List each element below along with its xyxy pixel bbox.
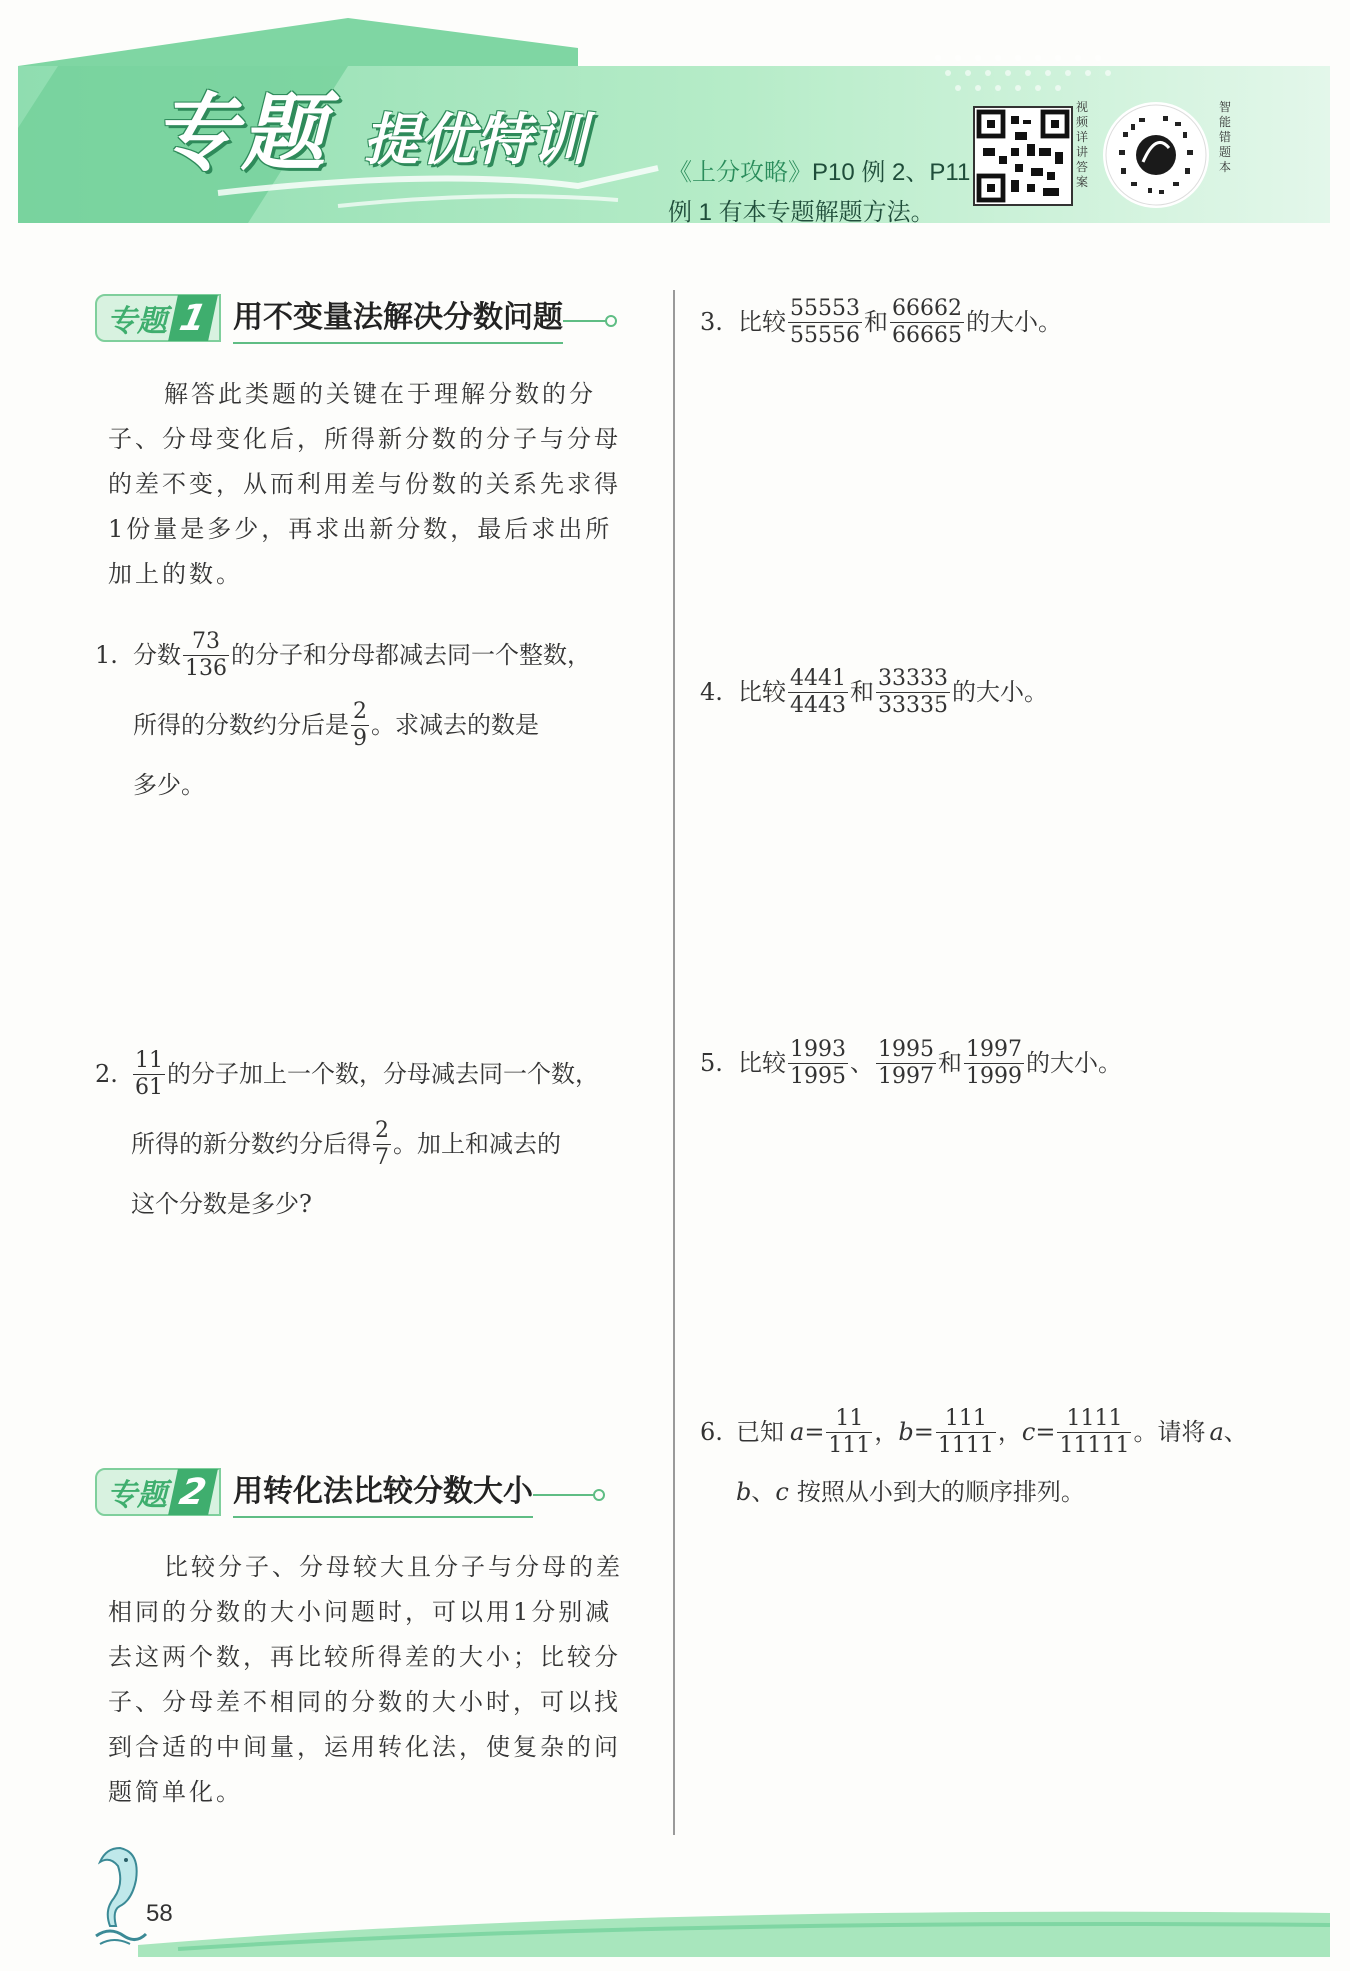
question-4-fraction-2 bbox=[876, 666, 950, 719]
question-5-fraction-2 bbox=[876, 1037, 936, 1090]
variable-b: b bbox=[898, 1418, 914, 1446]
equals-sign: = bbox=[1035, 1418, 1056, 1446]
reference-line2: 例 1 有本专题解题方法。 bbox=[668, 199, 935, 226]
question-5-separator: 、 bbox=[850, 1049, 874, 1077]
dolphin-icon bbox=[90, 1840, 150, 1950]
question-6-number: 6. bbox=[700, 1418, 723, 1446]
fraction-numerator: 2 bbox=[353, 698, 367, 724]
question-2 bbox=[95, 1044, 655, 1224]
question-2-fraction-2 bbox=[373, 1118, 391, 1171]
fraction-denominator: 66665 bbox=[892, 322, 962, 348]
fraction-numerator: 1111 bbox=[1066, 1405, 1123, 1431]
fraction-numerator: 2 bbox=[375, 1117, 389, 1143]
topic-1-intro: 解答此类题的关键在于理解分数的分子、分母变化后，所得新分数的分子与分母的差不变，从而利用差与份数的关系先求得1份量是多少，再求出新分数，最后求出所加上的数。 bbox=[108, 380, 621, 588]
wrong-answer-qr-label: 智能错题本 bbox=[1218, 100, 1231, 174]
question-4-fraction-1 bbox=[788, 666, 848, 719]
variable-a: a bbox=[790, 1418, 805, 1446]
fraction-denominator: 1995 bbox=[790, 1063, 846, 1089]
fraction-numerator: 4441 bbox=[790, 665, 846, 691]
question-5-text-b: 和 bbox=[938, 1049, 962, 1077]
question-6-fraction-c bbox=[1057, 1406, 1131, 1459]
reference-note bbox=[668, 153, 998, 233]
question-3-fraction-1 bbox=[788, 296, 862, 349]
comma: ， bbox=[997, 1418, 1022, 1446]
question-5-number: 5. bbox=[700, 1049, 723, 1077]
question-2-number: 2. bbox=[95, 1060, 118, 1088]
question-5-fraction-1 bbox=[788, 1037, 848, 1090]
question-1-text-d: 。求减去的数是 bbox=[371, 711, 539, 739]
question-6-fraction-a bbox=[826, 1406, 872, 1459]
video-qr-code-icon[interactable] bbox=[973, 106, 1073, 206]
fraction-denominator: 7 bbox=[375, 1144, 389, 1170]
question-6-fraction-b bbox=[936, 1406, 996, 1459]
fraction-denominator: 11111 bbox=[1059, 1432, 1130, 1458]
fraction-numerator: 33333 bbox=[878, 665, 948, 691]
banner-subtitle: 提优特训 bbox=[363, 108, 587, 173]
separator: 、 bbox=[1223, 1418, 1248, 1446]
topic-1-header bbox=[95, 292, 607, 344]
topic-1-title: 用不变量法解决分数问题 bbox=[233, 292, 563, 344]
question-6-text-a: 已知 bbox=[736, 1418, 784, 1446]
fraction-denominator: 33335 bbox=[878, 692, 948, 718]
fraction-numerator: 66662 bbox=[892, 295, 962, 321]
question-1-fraction-2 bbox=[351, 699, 369, 752]
question-1-text-e: 多少。 bbox=[133, 771, 205, 799]
fraction-numerator: 11 bbox=[835, 1405, 864, 1431]
topic-2-tail-decoration bbox=[533, 1494, 595, 1496]
variable-c: c bbox=[775, 1478, 789, 1506]
question-3 bbox=[700, 292, 1280, 352]
question-2-text-b: 所得的新分数约分后得 bbox=[131, 1130, 371, 1158]
fraction-numerator: 73 bbox=[192, 628, 220, 654]
question-3-fraction-2 bbox=[890, 296, 964, 349]
topic-2-tag bbox=[95, 1468, 221, 1516]
topic-2-title: 用转化法比较分数大小 bbox=[233, 1466, 533, 1518]
question-5-text-a: 比较 bbox=[738, 1049, 786, 1077]
question-1-text-a: 分数 bbox=[133, 641, 181, 669]
question-1 bbox=[95, 625, 655, 805]
page-number: 58 bbox=[146, 1900, 173, 1927]
question-1-number: 1. bbox=[95, 641, 118, 669]
reference-book: 《上分攻略》 bbox=[668, 159, 812, 186]
footer-band bbox=[18, 1905, 1330, 1957]
question-2-text-a: 的分子加上一个数，分母减去同一个数， bbox=[167, 1060, 599, 1088]
question-6-text-c: 按照从小到大的顺序排列。 bbox=[796, 1478, 1085, 1506]
equals-sign: = bbox=[913, 1418, 934, 1446]
fraction-denominator: 61 bbox=[135, 1074, 163, 1100]
question-5 bbox=[700, 1033, 1300, 1093]
topic-2-tag-label: 专题 bbox=[107, 1478, 167, 1513]
video-qr-label: 视频详讲答案 bbox=[1075, 100, 1088, 189]
question-4-number: 4. bbox=[700, 678, 723, 706]
fraction-denominator: 1111 bbox=[937, 1432, 994, 1458]
fraction-denominator: 1999 bbox=[966, 1063, 1022, 1089]
question-2-text-c: 。加上和减去的 bbox=[393, 1130, 561, 1158]
question-5-text-c: 的大小。 bbox=[1026, 1049, 1122, 1077]
fraction-denominator: 1997 bbox=[878, 1063, 934, 1089]
question-2-text-d: 这个分数是多少? bbox=[131, 1190, 312, 1218]
comma: ， bbox=[874, 1418, 899, 1446]
question-1-fraction-1 bbox=[183, 629, 229, 682]
question-3-text-b: 和 bbox=[864, 308, 888, 336]
topic-1-number: 1 bbox=[168, 295, 218, 341]
fraction-denominator: 111 bbox=[828, 1432, 871, 1458]
wrong-answer-qr-code-icon[interactable] bbox=[1103, 102, 1209, 208]
topic-2-number: 2 bbox=[168, 1469, 218, 1515]
question-3-number: 3. bbox=[700, 308, 723, 336]
fraction-numerator: 55553 bbox=[790, 295, 860, 321]
fraction-denominator: 4443 bbox=[790, 692, 846, 718]
topic-1-tail-decoration bbox=[563, 320, 607, 322]
variable-b: b bbox=[736, 1478, 752, 1506]
fraction-denominator: 136 bbox=[185, 655, 227, 681]
question-4 bbox=[700, 662, 1280, 722]
question-2-fraction-1 bbox=[133, 1048, 165, 1101]
banner-title: 专题 bbox=[153, 84, 330, 182]
variable-a: a bbox=[1209, 1418, 1224, 1446]
variable-c: c bbox=[1021, 1418, 1036, 1446]
question-4-text-a: 比较 bbox=[738, 678, 786, 706]
question-3-text-a: 比较 bbox=[738, 308, 786, 336]
topic-2-header bbox=[95, 1466, 595, 1518]
question-3-text-c: 的大小。 bbox=[966, 308, 1062, 336]
topic-2-intro: 比较分子、分母较大且分子与分母的差相同的分数的大小问题时，可以用1分别减去这两个数，再比较所得差的大小；比较分子、分母差不相同的分数的大小时，可以找到合适的中间量，运用转化法，使复杂的问题简单化。 bbox=[108, 1553, 623, 1806]
question-6 bbox=[700, 1402, 1320, 1514]
equals-sign: = bbox=[804, 1418, 825, 1446]
topic-1-tag-label: 专题 bbox=[107, 304, 167, 339]
column-divider bbox=[673, 290, 675, 1835]
separator: 、 bbox=[751, 1478, 776, 1506]
question-4-text-c: 的大小。 bbox=[952, 678, 1048, 706]
fraction-numerator: 1995 bbox=[878, 1036, 934, 1062]
question-4-text-b: 和 bbox=[850, 678, 874, 706]
fraction-numerator: 1993 bbox=[790, 1036, 846, 1062]
fraction-numerator: 11 bbox=[135, 1047, 163, 1073]
fraction-numerator: 111 bbox=[944, 1405, 987, 1431]
fraction-denominator: 9 bbox=[353, 725, 367, 751]
question-1-text-b: 的分子和分母都减去同一个整数， bbox=[231, 641, 591, 669]
reference-pages: P10 例 2、P11 bbox=[812, 159, 971, 186]
fraction-denominator: 55556 bbox=[790, 322, 860, 348]
fraction-numerator: 1997 bbox=[966, 1036, 1022, 1062]
question-6-text-b: 。请将 bbox=[1133, 1418, 1206, 1446]
question-5-fraction-3 bbox=[964, 1037, 1024, 1090]
header-banner bbox=[18, 18, 1330, 226]
question-1-text-c: 所得的分数约分后是 bbox=[133, 711, 349, 739]
topic-1-tag bbox=[95, 294, 221, 342]
